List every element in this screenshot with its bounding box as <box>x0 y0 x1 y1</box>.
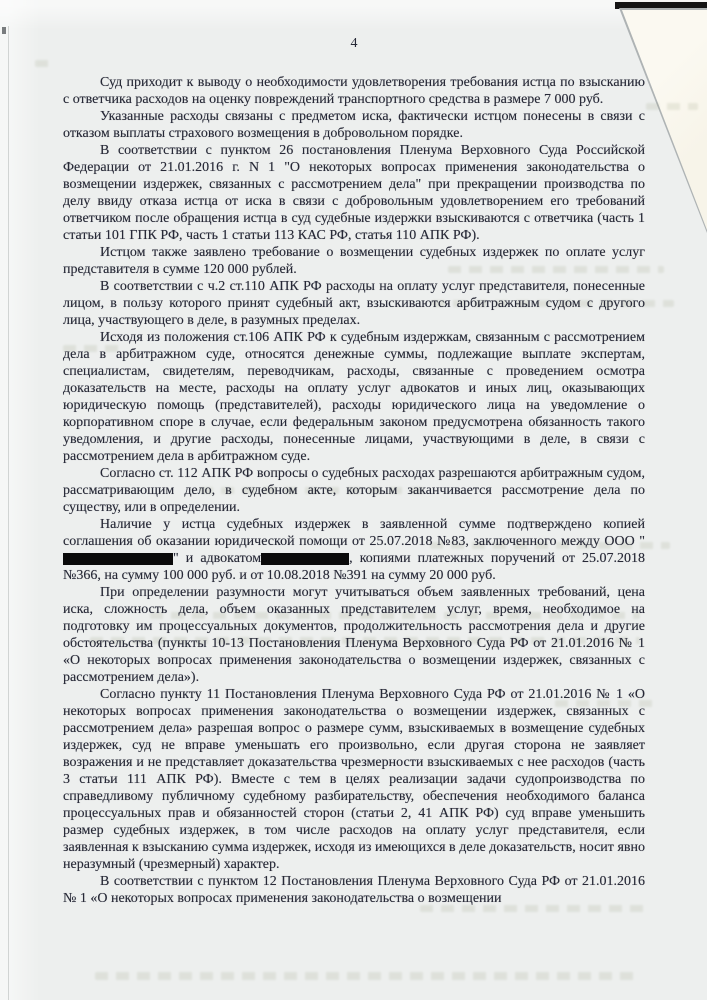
paragraph: При определении разумности могут учитываться объем заявленных требований, цена иска, сложность дела, объем оказанных представителем услуг, время, необходимое на подготовку им процессуальных документов, продолжительность рассмотрения дела и другие обстоятельства (пункты 10-13 Постановления Пленума Верховного Суда РФ от 21.01.2016 № 1 «О некоторых вопросах применения законодательства о возмещении издержек, связанных с рассмотрением дела»). <box>63 585 645 685</box>
paragraph-segment: , копиями платежных поручений от 25.07.2018 №366, на сумму 100 000 руб. и от 10.08.2018 №391 на сумму 20 000 руб. <box>63 551 645 583</box>
scan-corner-mark <box>2 27 6 34</box>
bleed-through-artifact <box>35 60 55 67</box>
paragraph: Согласно ст. 112 АПК РФ вопросы о судебных расходах разрешаются арбитражным судом, рассматривающим дело, в судебном акте, которым заканчивается рассмотрение дела по существу, или в определении. <box>63 466 645 515</box>
redaction-bar <box>63 553 173 565</box>
paragraph: В соответствии с пунктом 12 Постановления Пленума Верховного Суда РФ от 21.01.2016 № 1 «О некоторых вопросах применения законодательства о возмещении <box>63 874 645 906</box>
paragraph-with-redactions <box>63 516 645 584</box>
paragraph: В соответствии с пунктом 26 постановления Пленума Верховного Суда Российской Федерации от 21.01.2016 г. N 1 "О некоторых вопросах применения законодательства о возмещении издержек, связанных с рассмотрением дела" при прекращении производства по делу ввиду отказа истца от иска в связи с добровольным удовлетворением его требований ответчиком после обращения истца в суд судебные издержки взыскиваются с ответчика (часть 1 статьи 101 ГПК РФ, часть 1 статьи 113 КАС РФ, статья 110 АПК РФ). <box>63 143 645 243</box>
paragraph: Истцом также заявлено требование о возмещении судебных издержек по оплате услуг представителя в сумме 120 000 рублей. <box>63 245 645 277</box>
document-text-block <box>63 74 645 907</box>
redaction-bar <box>261 553 349 565</box>
scan-edge-shadow <box>615 2 707 9</box>
page-number: 4 <box>350 36 358 51</box>
paragraph: Суд приходит к выводу о необходимости удовлетворения требования истца по взысканию с ответчика расходов на оценку повреждений транспортного средства в размере 7 000 руб. <box>63 75 645 107</box>
paragraph: Исходя из положения ст.106 АПК РФ к судебным издержкам, связанным с рассмотрением дела в арбитражном суде, относятся денежные суммы, подлежащие выплате экспертам, специалистам, свидетелям, переводчикам, расходы, связанные с проведением осмотра доказательств на месте, расходы на оплату услуг адвокатов и иных лиц, оказывающих юридическую помощь (представителей), расходы юридического лица на уведомление о корпоративном споре в случае, если федеральным законом предусмотрена обязанность такого уведомления, и другие расходы, понесенные лицами, участвующими в деле, в связи с рассмотрением дела в арбитражном суде. <box>63 330 645 464</box>
bleed-through-artifact <box>95 972 640 980</box>
paragraph: Указанные расходы связаны с предметом иска, фактически истцом понесены в связи с отказом выплаты страхового возмещения в добровольном порядке. <box>63 109 645 141</box>
paragraph-segment: Наличие у истца судебных издержек в заявленной сумме подтверждено копией соглашения об оказании юридической помощи от 25.07.2018 №83, заключенного между ООО " <box>63 517 645 549</box>
paragraph-segment: " и адвокатом <box>173 551 262 566</box>
scan-left-line <box>8 26 9 1000</box>
paragraph: Согласно пункту 11 Постановления Пленума Верховного Суда РФ от 21.01.2016 № 1 «О некоторых вопросах применения законодательства о возмещении издержек, связанных с рассмотрением дела» разрешая вопрос о размере сумм, взыскиваемых в возмещение судебных издержек, суд не вправе уменьшать его произвольно, если другая сторона не заявляет возражения и не представляет доказательства чрезмерности взыскиваемых с нее расходов (часть 3 статьи 111 АПК РФ). Вместе с тем в целях реализации задачи судопроизводства по справедливому публичному судебному разбирательству, обеспечения необходимого баланса процессуальных прав и обязанностей сторон (статьи 2, 41 АПК РФ) суд вправе уменьшить размер судебных издержек, в том числе расходов на оплату услуг представителя, если заявленная к взысканию сумма издержек, исходя из имеющихся в деле доказательств, носит явно неразумный (чрезмерный) характер. <box>63 687 645 872</box>
paragraph: В соответствии с ч.2 ст.110 АПК РФ расходы на оплату услуг представителя, понесенные лицом, в пользу которого принят судебный акт, взыскиваются арбитражным судом с другого лица, участвующего в деле, в разумных пределах. <box>63 279 645 328</box>
